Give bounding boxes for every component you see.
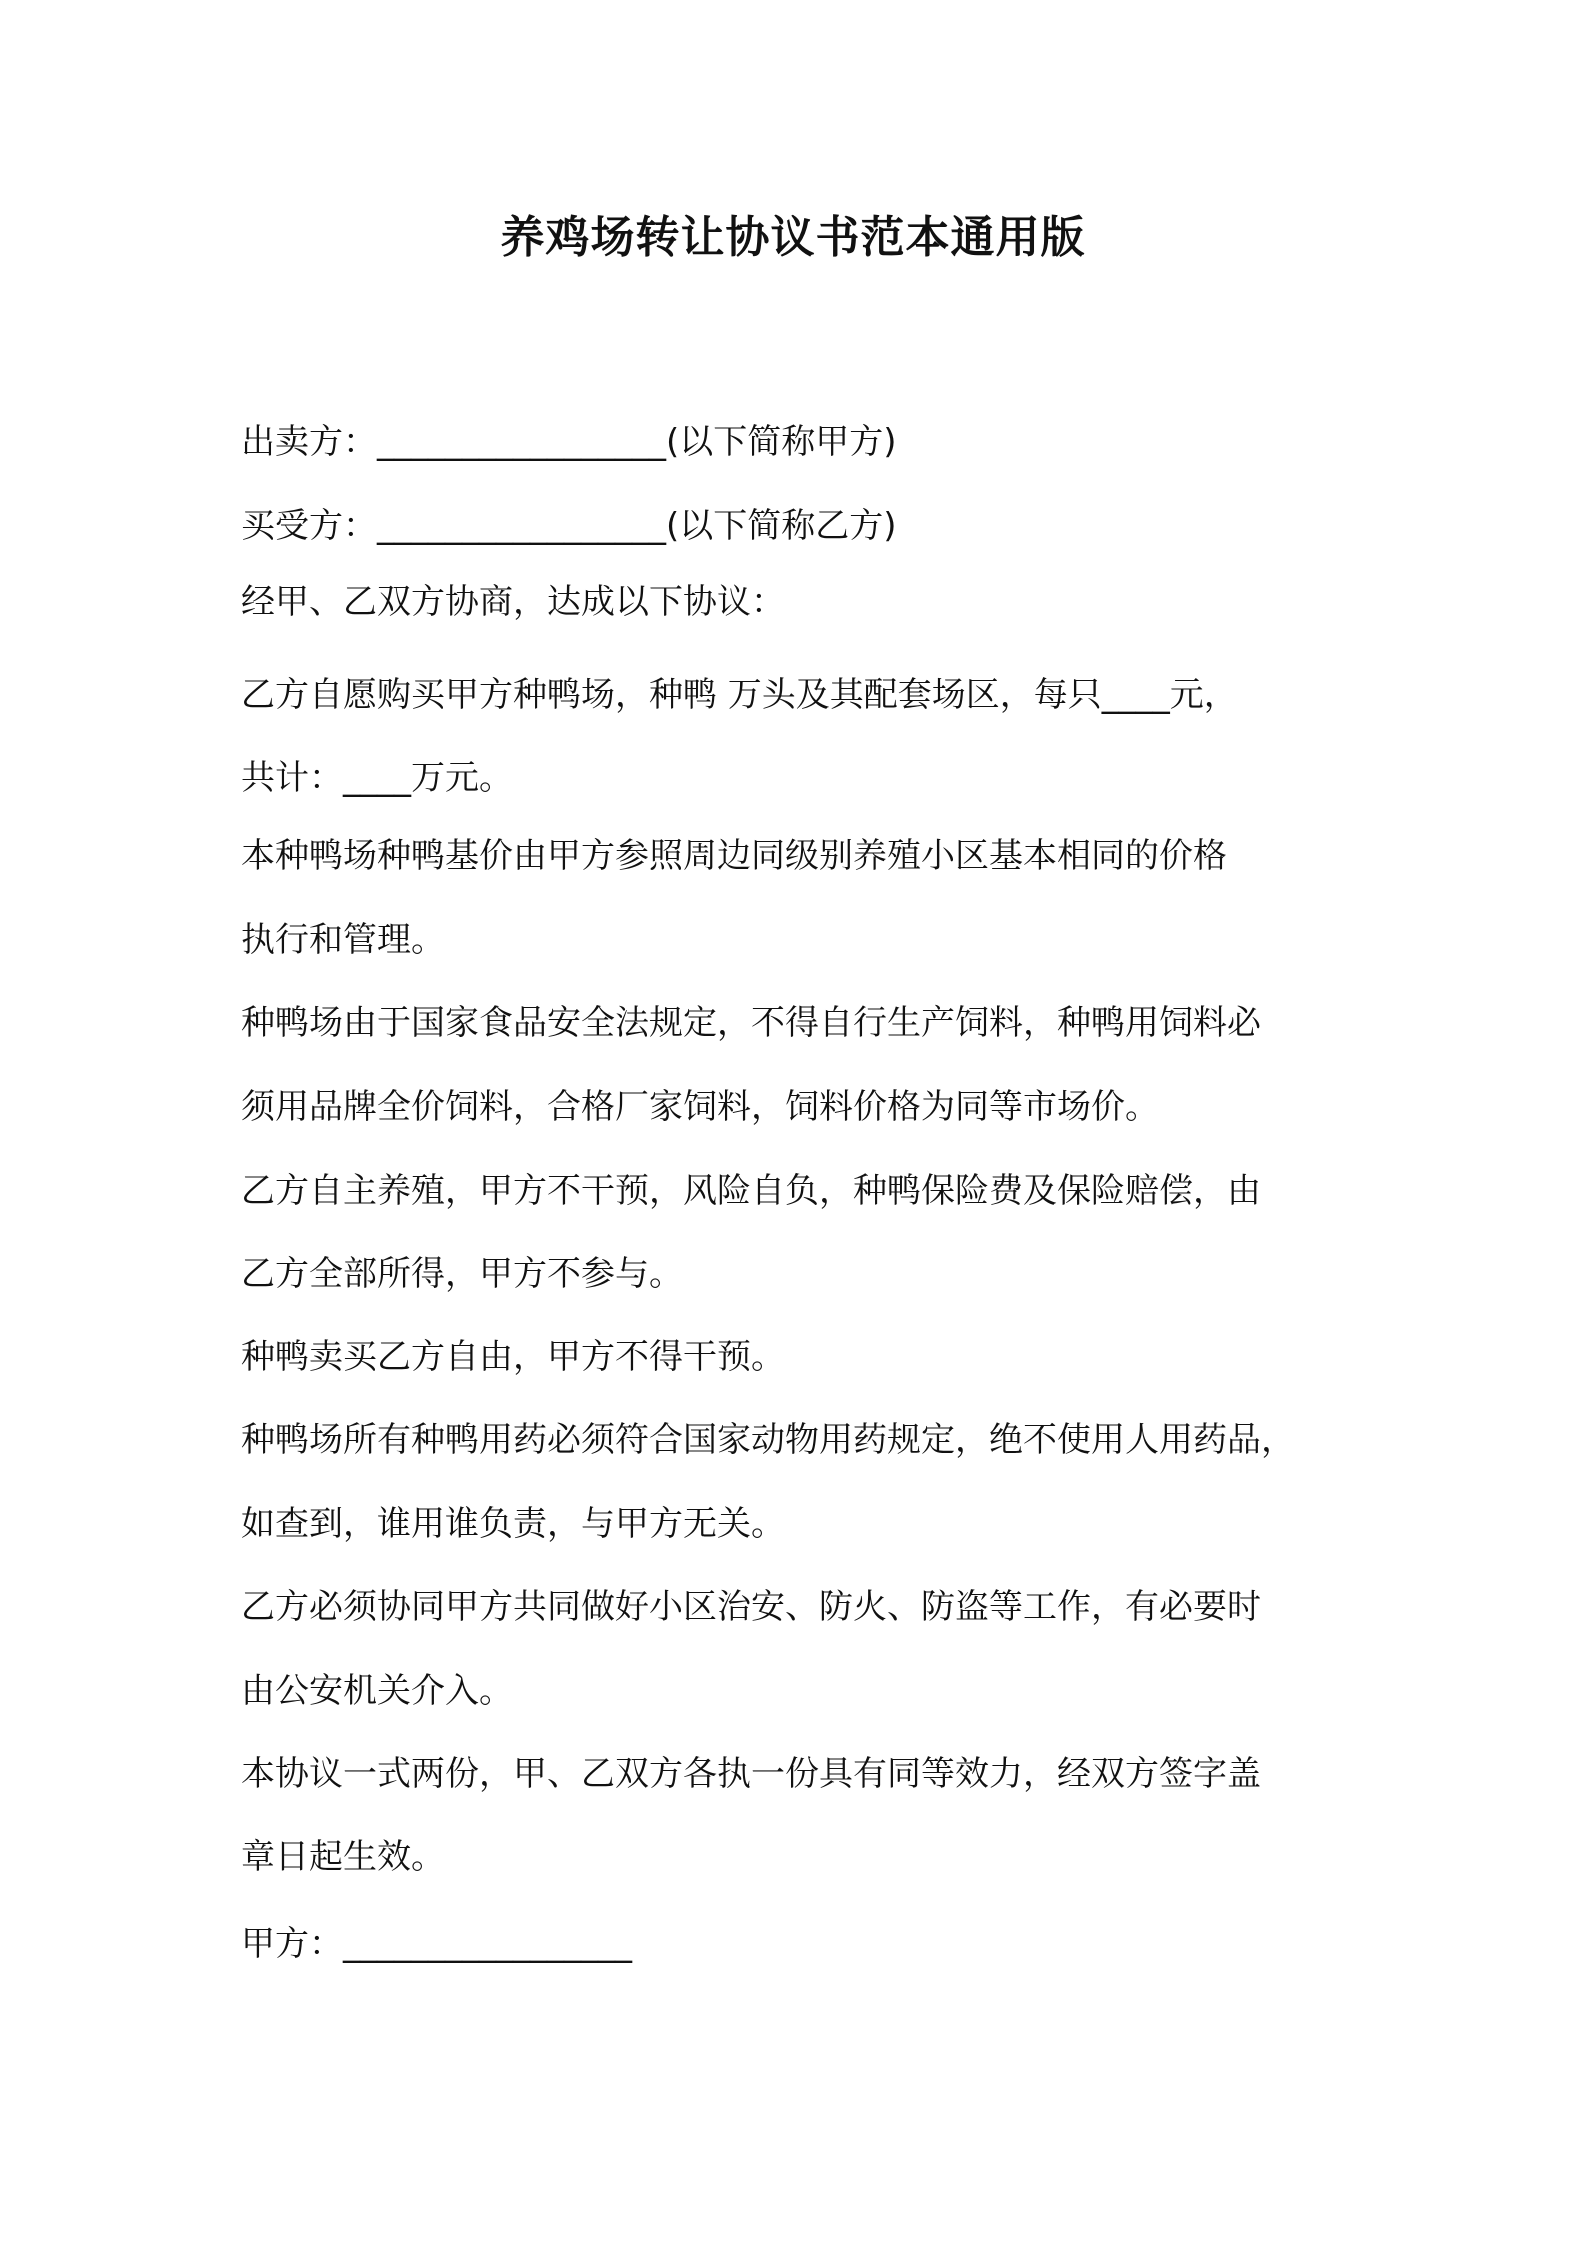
clause-risk-line-2: 乙方全部所得，甲方不参与。	[241, 1254, 683, 1294]
clause-security-line-2: 由公安机关介入。	[241, 1671, 513, 1711]
seller-line: 出卖方：_________________(以下简称甲方)	[241, 422, 897, 462]
clause-purchase-line-1: 乙方自愿购买甲方种鸭场，种鸭 万头及其配套场区，每只____元，	[241, 675, 1238, 715]
clause-medicine-line-2: 如查到，谁用谁负责，与甲方无关。	[241, 1504, 785, 1544]
clause-feed-line-1: 种鸭场由于国家食品安全法规定，不得自行生产饲料，种鸭用饲料必	[241, 1003, 1261, 1043]
clause-feed-line-2: 须用品牌全价饲料，合格厂家饲料，饲料价格为同等市场价。	[241, 1087, 1159, 1127]
clause-trade: 种鸭卖买乙方自由，甲方不得干预。	[241, 1337, 785, 1377]
party-a-signature-line: 甲方：_________________	[241, 1924, 632, 1964]
document-title: 养鸡场转让协议书范本通用版	[500, 212, 1086, 263]
clause-risk-line-1: 乙方自主养殖，甲方不干预，风险自负，种鸭保险费及保险赔偿，由	[241, 1171, 1261, 1211]
clause-security-line-1: 乙方必须协同甲方共同做好小区治安、防火、防盗等工作，有必要时	[241, 1587, 1261, 1627]
clause-purchase-line-2: 共计：____万元。	[241, 758, 513, 798]
buyer-line: 买受方：_________________(以下简称乙方)	[241, 506, 897, 546]
agreement-intro: 经甲、乙双方协商，达成以下协议：	[241, 582, 785, 622]
clause-price-line-2: 执行和管理。	[241, 920, 445, 960]
clause-medicine-line-1: 种鸭场所有种鸭用药必须符合国家动物用药规定，绝不使用人用药品，	[241, 1420, 1295, 1460]
clause-price-line-1: 本种鸭场种鸭基价由甲方参照周边同级别养殖小区基本相同的价格	[241, 836, 1227, 876]
clause-copies-line-1: 本协议一式两份，甲、乙双方各执一份具有同等效力，经双方签字盖	[241, 1754, 1261, 1794]
clause-copies-line-2: 章日起生效。	[241, 1837, 445, 1877]
